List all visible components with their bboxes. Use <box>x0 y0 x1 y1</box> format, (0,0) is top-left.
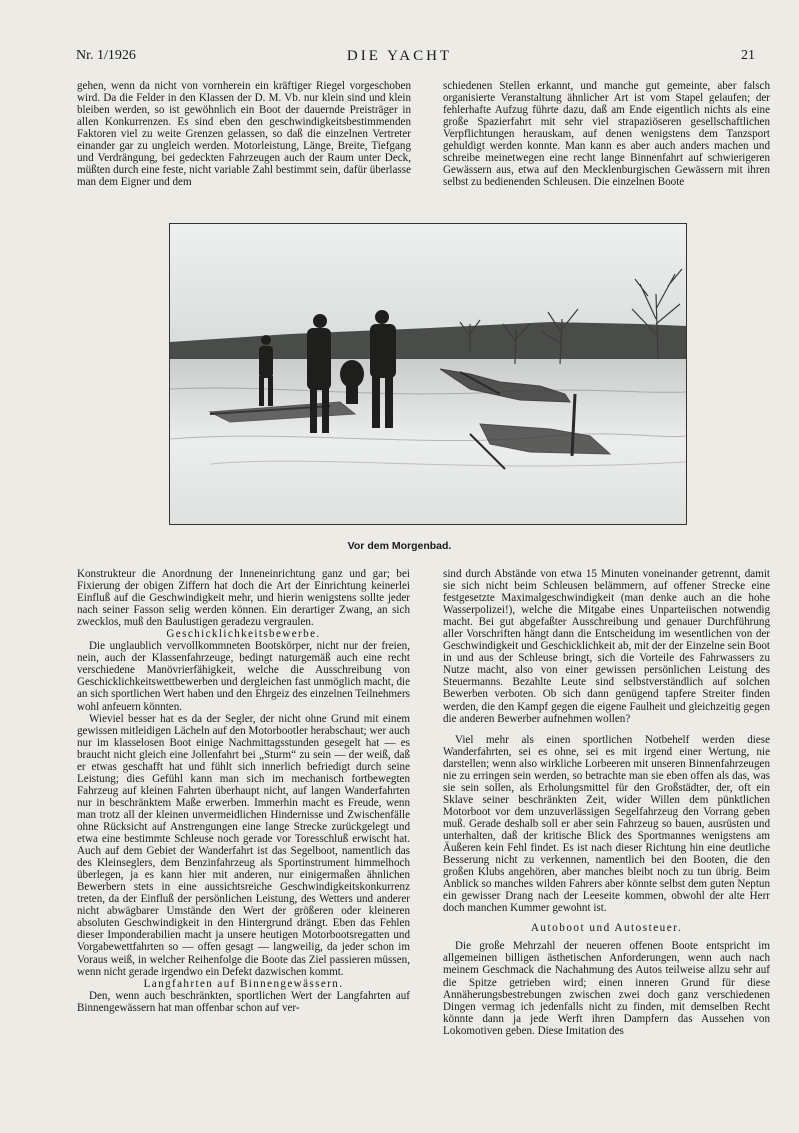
paragraph: gehen, wenn da nicht von vornherein ein kräftiger Riegel vorgeschoben wird. Da die Felder in den Klassen der D. M. Vb. nur klein sind und klein bleiben werden, so ist gewöhnlich ein Boot der dauernde Preisträger in allen Konkurrenzen. Es sind eben den geschwindigkeitsbestimmenden Faktoren viel zu weite Grenzen gelassen, so daß die einzelnen Vertreter einander gar zu ungleich werden. Motorleistung, Länge, Breite, Tiefgang und Verdrängung, bei gedeckten Fahrzeugen auch der Raum unter Deck, müßten durch eine feste, nicht variable Zahl bestimmt sein, dafür überlasse man dem Eigner und dem <box>77 80 411 189</box>
section-heading: Langfahrten auf Binnengewässern. <box>143 977 344 990</box>
paragraph: Wieviel besser hat es da der Segler, der nicht ohne Grund mit einem gewissen mitleidigen Lächeln auf den Motorbootler herabschaut; wer auch nur im klasselosen Boot einige Nachmittagsstunden gesegelt hat — es braucht nicht gleich eine Jollenfahrt bei „Sturm“ zu sein — der weiß, daß er etwas geschafft hat und fühlt sich innerlich befriedigt durch seine Leistung; dies Gefühl kann man sich im mechanisch fortbewegten Fahrzeug auf kleinen Fahrten überhaupt nicht, auf langen Wanderfahrten nur in beschränktem Maße erwerben. Immerhin macht es Freude, wenn man trotz all der kleinen unvermeidlichen Hindernisse und Zwischenfälle ohne Rücksicht auf Anstrengungen eine lange Strecke zurückgelegt und etwa eine bestimmte Schleuse noch gerade vor Toresschluß erwischt hat. Auch auf dem Gebiet der Wanderfahrt ist das Segelboot, namentlich das des Kleinseglers, dem Benzinfahrzeug als Sportinstrument himmelhoch überlegen, ja es kann hier mit anderen, nur einigermaßen ähnlichen Bewerbern stets in eine aussichtsreiche Geschwindigkeitskonkurrenz treten, da der Einfluß der persönlichen Leistung, des Wetters und anderer nicht abwägbarer Umstände den Wert der größeren oder kleineren absoluten Geschwindigkeit in den Hintergrund drängt. Eben das Fehlen dieser Imponderabilien macht ja unsere heutigen Motorbootsregatten und Vorgabewettfahrten so — offen gesagt — langweilig, da jeder schon im Voraus weiß, in welcher Reihenfolge die Boote das Ziel passieren müssen, wenn nicht gerade irgendwo ein Defekt dazwischen kommt. <box>77 712 410 978</box>
column-top-left <box>77 80 411 188</box>
paragraph: sind durch Abstände von etwa 15 Minuten voneinander getrennt, damit sie sich nicht beim Schleusen belämmern, auf offener Strecke eine festgesetzte Maximalgeschwindigkeit (man denke auch an die hohe Wasserpolizei!), welche die Mitgabe eines Unparteiischen notwendig macht. Bei gut abgefaßter Ausschreibung und genauer Durchführung aller Vorschriften hängt dann die Entscheidung im wesentlichen von der Geschwindigkeit und Geschicklichkeit ab, mit der der Einzelne sein Boot in und aus der Schleuse bringt, sich die Vorteile des Fahrwassers zu Nutze macht, also von einer gewissen persönlichen Leistung des Steuermanns. Bezahlte Leute sind selbstverständlich auf solchen Bewerben verboten. Ob sich dann genügend tapfere Streiter finden werden, die den Kampf gegen die eigene Faulheit und gleichzeitig gegen die anderen Bewerber aufnehmen wollen? <box>443 568 770 725</box>
page-number: 21 <box>741 48 755 63</box>
figure-caption: Vor dem Morgenbad. <box>347 540 452 552</box>
column-bottom-left <box>77 568 410 1014</box>
section-heading: Geschicklichkeitsbewerbe. <box>166 628 321 641</box>
paragraph: Die unglaublich vervollkommneten Bootskörper, nicht nur der freien, nein, auch der Klassenfahrzeuge, bedingt naturgemäß auch eine recht verschiedene Manövrierfähigkeit, welche die Ausschreibung von Geschicklichkeitswettbewerben und dergleichen fast unmöglich macht, die an sich sportlichen Wert haben und den Ehrgeiz des einzelnen Teilnehmers wohl anfeuern könnten. <box>77 640 410 713</box>
paragraph: Konstrukteur die Anordnung der Inneneinrichtung ganz und gar; bei Fixierung der obigen Ziffern hat doch die Art der Einrichtung keinerlei Einfluß auf die Geschwindigkeit mehr, und hierin wenigstens sollte jeder nach seiner Fasson selig werden können. Ein derartiger Zwang, an sich zwecklos, muß den Baulustigen geradezu vergraulen. <box>77 568 410 629</box>
column-bottom-right <box>443 568 770 1037</box>
magazine-title: DIE YACHT <box>346 48 453 64</box>
winter-river-photo <box>170 224 686 524</box>
paragraph: Die große Mehrzahl der neueren offenen Boote entspricht im allgemeinen billigen ästhetischen Anforderungen, wenn auch nach meinem Geschmack die Nachahmung des Autos teilweise allzu sehr auf die Spitze getrieben wird; einen inneren Grund für diese Annäherungsbestrebungen zwischen zwei doch ganz verschiedenen Dingen vermag ich jedenfalls nicht zu finden, mit demselben Recht könnte dann ja jede Werft ihren Dampfern das Aussehen von Lokomotiven geben. Diese Imitation des <box>443 940 770 1037</box>
photo-morning-bath <box>169 223 687 525</box>
paragraph: Viel mehr als einen sportlichen Notbehelf werden diese Wanderfahrten, sei es ohne, sei es mit irgend einer Wertung, nie darstellen; wenn also wirkliche Lorbeeren mit unseren Binnenfahrzeugen nie zu erringen sein werden, so betrachte man sie eben offen als das, was sie sein sollen, als Erholungsmittel für den Großstädter, der, oft ein Sklave seiner beschränkten Zeit, wider Willen dem pünktlichen Motorboot vor dem unzuverlässigen Segelfahrzeug den Vorrang geben muß. Gerade deshalb soll er aber sein Fahrzeug so bauen, ausrüsten und unterhalten, daß der kritische Blick des Sportmannes wenigstens am Äußeren kein Fehl findet. Es ist nach dieser Richtung hin eine deutliche Besserung nicht zu verkennen, namentlich bei den Booten, die den großen Klubs angehören, aber manches bleibt noch zu tun übrig. Beim Anblick so manches wilden Fahrers aber könnte selbst dem guten Neptun ein gewisser Drang nach der Leeseite kommen, obwohl der alte Herr doch manchen Kummer gewohnt ist. <box>443 733 770 915</box>
issue-number: Nr. 1/1926 <box>76 48 136 63</box>
section-heading: Autoboot und Autosteuer. <box>530 922 683 935</box>
paragraph: schiedenen Stellen erkannt, und manche gut gemeinte, aber falsch organisierte Veranstaltung ähnlicher Art ist vom Stapel gelaufen; der fehlerhafte Aufzug führte dazu, daß am Ende eigentlich nichts als eine große Spazierfahrt mit sehr viel strapaziöseren gesellschaftlichen Verpflichtungen herauskam, auf denen wenigstens dem Tanzsport gehuldigt werden konnte. Man kann es aber auch anders machen und schreibe meinetwegen eine recht lange Binnenfahrt auf schwierigeren Gewässern aus, etwa auf den Mecklenburgischen Gewässern mit ihren selbst zu bedienenden Schleusen. Die einzelnen Boote <box>443 80 770 189</box>
paragraph: Den, wenn auch beschränkten, sportlichen Wert der Langfahrten auf Binnengewässern hat man offenbar schon auf ver- <box>77 989 410 1014</box>
column-top-right <box>443 80 770 188</box>
